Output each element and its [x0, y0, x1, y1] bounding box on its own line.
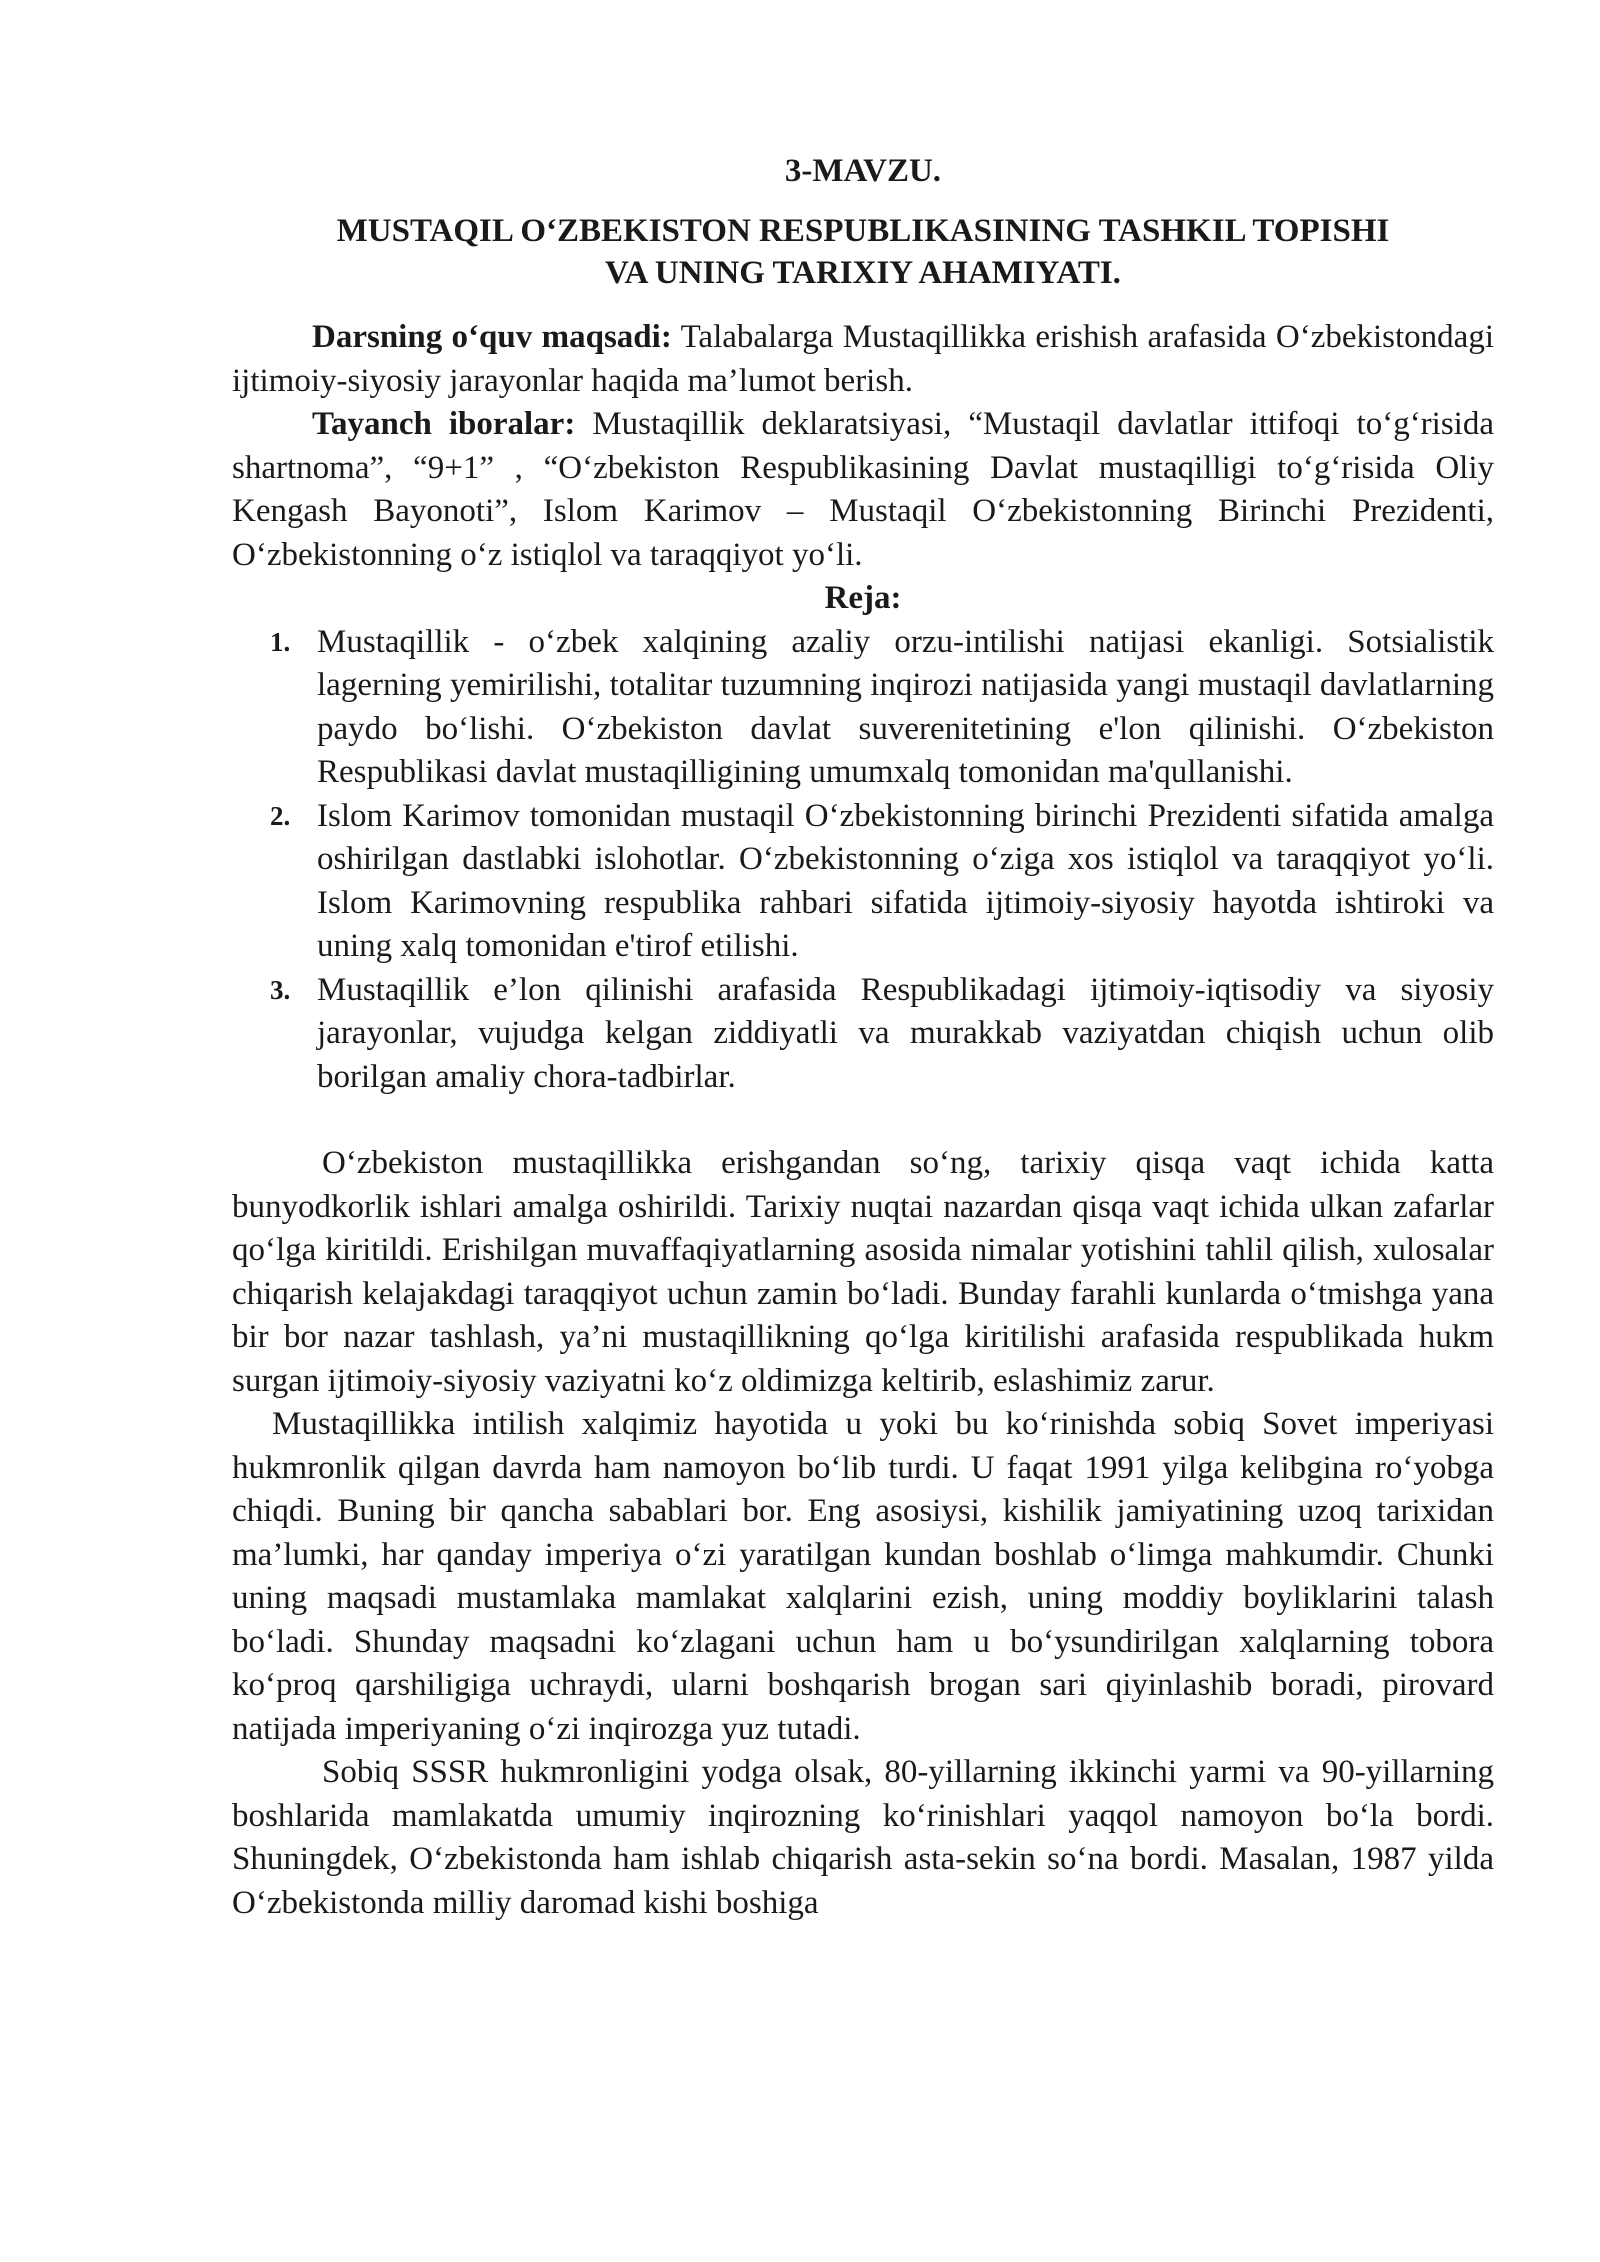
- plan-item-number: 2.: [270, 800, 291, 831]
- plan-item-text: Mustaqillik e’lon qilinishi arafasida Respublikadagi ijtimoiy-iqtisodiy va siyosiy jarayonlar, vujudga kelgan ziddiyatli va murakkab vaziyatdan chiqish uchun olib borilgan amaliy chora-tadbirlar.: [317, 971, 1494, 1095]
- topic-label: 3-MAVZU.: [784, 153, 942, 189]
- lesson-goal-label: Darsning o‘quv maqsadi:: [312, 319, 672, 355]
- key-terms: [232, 403, 1494, 577]
- body-paragraph-2: Mustaqillikka intilish xalqimiz hayotida u yoki bu ko‘rinishda sobiq Sovet imperiyasi hukmronlik qilgan davrda ham namoyon bo‘lib turdi. U faqat 1991 yilga kelibgina ro‘yobga chiqdi. Buning bir qancha sabablari bor. Eng asosiysi, kishilik jamiyatining uzoq tarixidan ma’lumki, har qanday imperiya o‘zi yaratilgan kundan boshlab o‘limga mahkumdir. Chunki uning maqsadi mustamlaka mamlakat xalqlarini ezish, uning moddiy boyliklarini talash bo‘ladi. Shunday maqsadni ko‘zlagani uchun ham u bo‘ysundirilgan xalqlarning tobora ko‘proq qarshiligiga uchraydi, ularni boshqarish brogan sari qiyinlashib boradi, pirovard natijada imperiyaning o‘zi inqirozga yuz tutadi.: [232, 1406, 1494, 1747]
- plan-heading: Reja:: [824, 580, 902, 616]
- body-text: [232, 1142, 1494, 1925]
- plan-item-number: 1.: [270, 626, 291, 657]
- body-paragraph-3: Sobiq SSSR hukmronligini yodga olsak, 80-yillarning ikkinchi yarmi va 90-yillarning boshlarida mamlakatda umumiy inqirozning ko‘rinishlari yaqqol namoyon bo‘la bordi. Shuningdek, O‘zbekistonda ham ishlab chiqarish asta-sekin so‘na bordi. Masalan, 1987 yilda O‘zbekistonda milliy daromad kishi boshiga: [232, 1754, 1494, 1921]
- lesson-goal-text: Talabalarga Mustaqillikka erishish arafasida O‘zbekistondagi ijtimoiy-siyosiy jarayonlar haqida ma’lumot berish.: [232, 319, 1494, 399]
- key-terms-text: Mustaqillik deklaratsiyasi, “Mustaqil davlatlar ittifoqi to‘g‘risida shartnoma”, “9+1” , “O‘zbekiston Respublikasining Davlat mustaqilligi to‘g‘risida Oliy Kengash Bayonoti”, Islom Karimov – Mustaqil O‘zbekistonning Birinchi Prezidenti, O‘zbekistonning o‘z istiqlol va taraqqiyot yo‘li.: [232, 406, 1494, 573]
- body-paragraph-1: O‘zbekiston mustaqillikka erishgandan so‘ng, tarixiy qisqa vaqt ichida katta bunyodkorlik ishlari amalga oshirildi. Tarixiy nuqtai nazardan qisqa vaqt ichida ulkan zafarlar qo‘lga kiritildi. Erishilgan muvaffaqiyatlarning asosida nimalar yotishini tahlil qilish, xulosalar chiqarish kelajakdagi taraqqiyot uchun zamin bo‘ladi. Bunday farahli kunlarda o‘tmishga yana bir bor nazar tashlash, ya’ni mustaqillikning qo‘lga kiritilishi arafasida respublikada hukm surgan ijtimoiy-siyosiy vaziyatni ko‘z oldimizga keltirib, eslashimiz zarur.: [232, 1145, 1494, 1399]
- plan-list: [232, 621, 1494, 1100]
- document-title: [232, 210, 1494, 294]
- title-line-2: VA UNING TARIXIY AHAMIYATI.: [605, 255, 1121, 291]
- title-line-1: MUSTAQIL O‘ZBEKISTON RESPUBLIKASINING TASHKIL TOPISHI: [336, 213, 1390, 249]
- plan-item-2: [270, 795, 1494, 969]
- plan-item-text: Mustaqillik - o‘zbek xalqining azaliy orzu-intilishi natijasi ekanligi. Sotsialistik lagerning yemirilishi, totalitar tuzumning inqirozi natijasida yangi mustaqil davlatlarning paydo bo‘lishi. O‘zbekiston davlat suverenitetining e'lon qilinishi. O‘zbekiston Respublikasi davlat mustaqilligining umumxalq tomonidan ma'qullanishi.: [317, 623, 1494, 790]
- plan-item-number: 3.: [270, 974, 291, 1005]
- document-page: [232, 150, 1494, 1925]
- lesson-goal: [232, 316, 1494, 403]
- key-terms-label: Tayanch iboralar:: [312, 406, 576, 442]
- plan-item-1: [270, 621, 1494, 795]
- plan-item-text: Islom Karimov tomonidan mustaqil O‘zbekistonning birinchi Prezidenti sifatida amalga oshirilgan dastlabki islohotlar. O‘zbekistonning o‘ziga xos istiqlol va taraqqiyot yo‘li. Islom Karimovning respublika rahbari sifatida ijtimoiy-siyosiy hayotda ishtiroki va uning xalq tomonidan e'tirof etilishi.: [317, 797, 1494, 964]
- plan-item-3: [270, 969, 1494, 1100]
